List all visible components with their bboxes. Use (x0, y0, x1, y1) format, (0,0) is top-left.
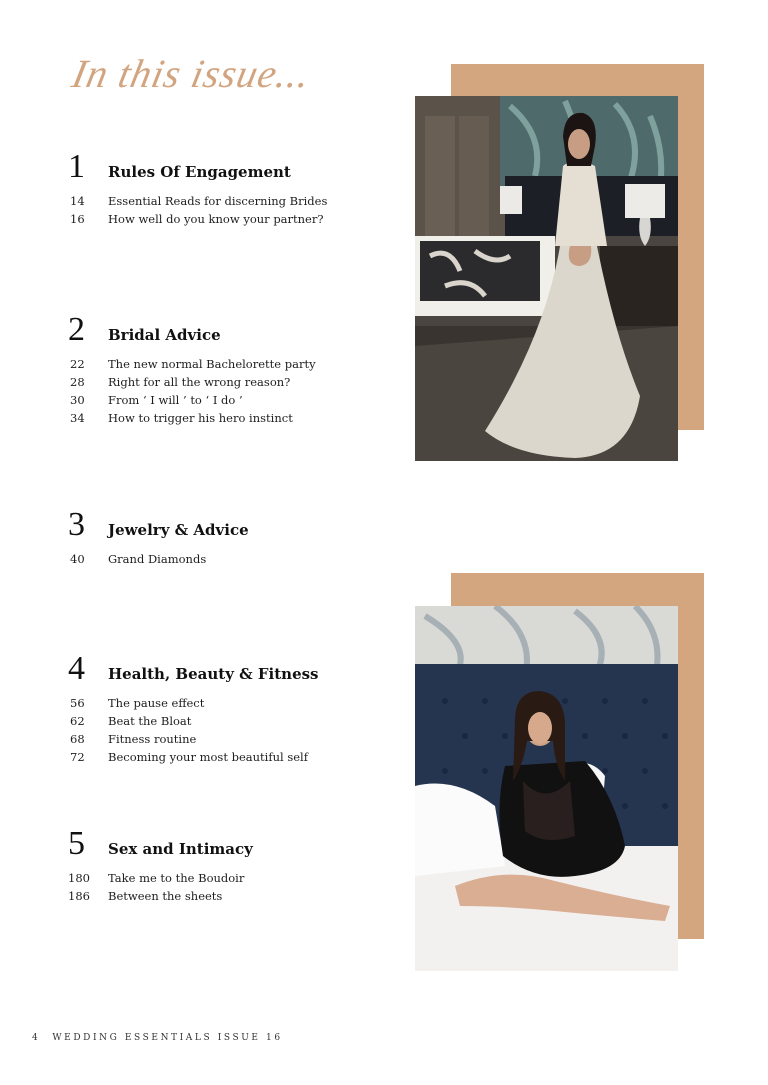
toc-entry[interactable] (68, 694, 368, 712)
toc-entry[interactable] (68, 550, 368, 568)
toc-entry[interactable] (68, 210, 368, 228)
toc-entry[interactable] (68, 887, 368, 905)
page-number: 186 (68, 889, 90, 903)
section-number: 2 (68, 311, 85, 348)
article-list (68, 869, 368, 905)
toc-entry[interactable] (68, 748, 368, 766)
boudoir-photo (415, 606, 678, 971)
page-number: 22 (70, 357, 85, 371)
section-header (68, 313, 368, 347)
section-sex-and-intimacy (68, 827, 368, 905)
article-title: Essential Reads for discerning Brides (108, 194, 328, 208)
section-title: Sex and Intimacy (108, 840, 253, 858)
toc-entry[interactable] (68, 355, 368, 373)
article-title: Becoming your most beautiful self (108, 750, 308, 764)
article-title: The new normal Bachelorette party (108, 357, 316, 371)
page-number: 56 (70, 696, 85, 710)
toc-entry[interactable] (68, 373, 368, 391)
article-title: Grand Diamonds (108, 552, 207, 566)
section-number: 1 (68, 148, 85, 185)
article-title: Take me to the Boudoir (108, 871, 245, 885)
page-number: 68 (70, 732, 85, 746)
article-list (68, 550, 368, 568)
page-number: 30 (70, 393, 85, 407)
article-title: Fitness routine (108, 732, 197, 746)
page-number: 72 (70, 750, 85, 764)
page-number: 40 (70, 552, 85, 566)
toc-entry[interactable] (68, 391, 368, 409)
article-list (68, 355, 368, 427)
section-number: 3 (68, 506, 85, 543)
section-health-beauty-fitness (68, 652, 368, 766)
section-title: Jewelry & Advice (108, 521, 249, 539)
footer-page-number: 4 (32, 1033, 41, 1043)
toc-entry[interactable] (68, 192, 368, 210)
article-title: From ‘ I will ’ to ‘ I do ’ (108, 393, 243, 407)
article-list (68, 192, 368, 228)
bride-gown-photo (415, 96, 678, 461)
footer-publication: WEDDING ESSENTIALS ISSUE 16 (52, 1033, 283, 1043)
article-title: The pause effect (108, 696, 205, 710)
article-title: How well do you know your partner? (108, 212, 324, 226)
toc-entry[interactable] (68, 730, 368, 748)
section-title: Health, Beauty & Fitness (108, 665, 319, 683)
article-list (68, 694, 368, 766)
page-number: 34 (70, 411, 85, 425)
section-header (68, 150, 368, 184)
page-title: In this issue... (68, 51, 315, 96)
page-number: 62 (70, 714, 85, 728)
page-number: 14 (70, 194, 85, 208)
article-title: Right for all the wrong reason? (108, 375, 291, 389)
section-bridal-advice (68, 313, 368, 427)
page-number: 28 (70, 375, 85, 389)
section-number: 5 (68, 825, 85, 862)
section-header (68, 827, 368, 861)
page-number: 180 (68, 871, 90, 885)
toc-entry[interactable] (68, 869, 368, 887)
section-header (68, 508, 368, 542)
toc-entry[interactable] (68, 409, 368, 427)
section-header (68, 652, 368, 686)
section-title: Rules Of Engagement (108, 163, 291, 181)
section-number: 4 (68, 650, 85, 687)
page-footer (32, 1033, 283, 1043)
toc-entry[interactable] (68, 712, 368, 730)
page-number: 16 (70, 212, 85, 226)
article-title: How to trigger his hero instinct (108, 411, 293, 425)
section-rules-of-engagement (68, 150, 368, 228)
section-title: Bridal Advice (108, 326, 221, 344)
article-title: Beat the Bloat (108, 714, 192, 728)
article-title: Between the sheets (108, 889, 223, 903)
section-jewelry-advice (68, 508, 368, 568)
